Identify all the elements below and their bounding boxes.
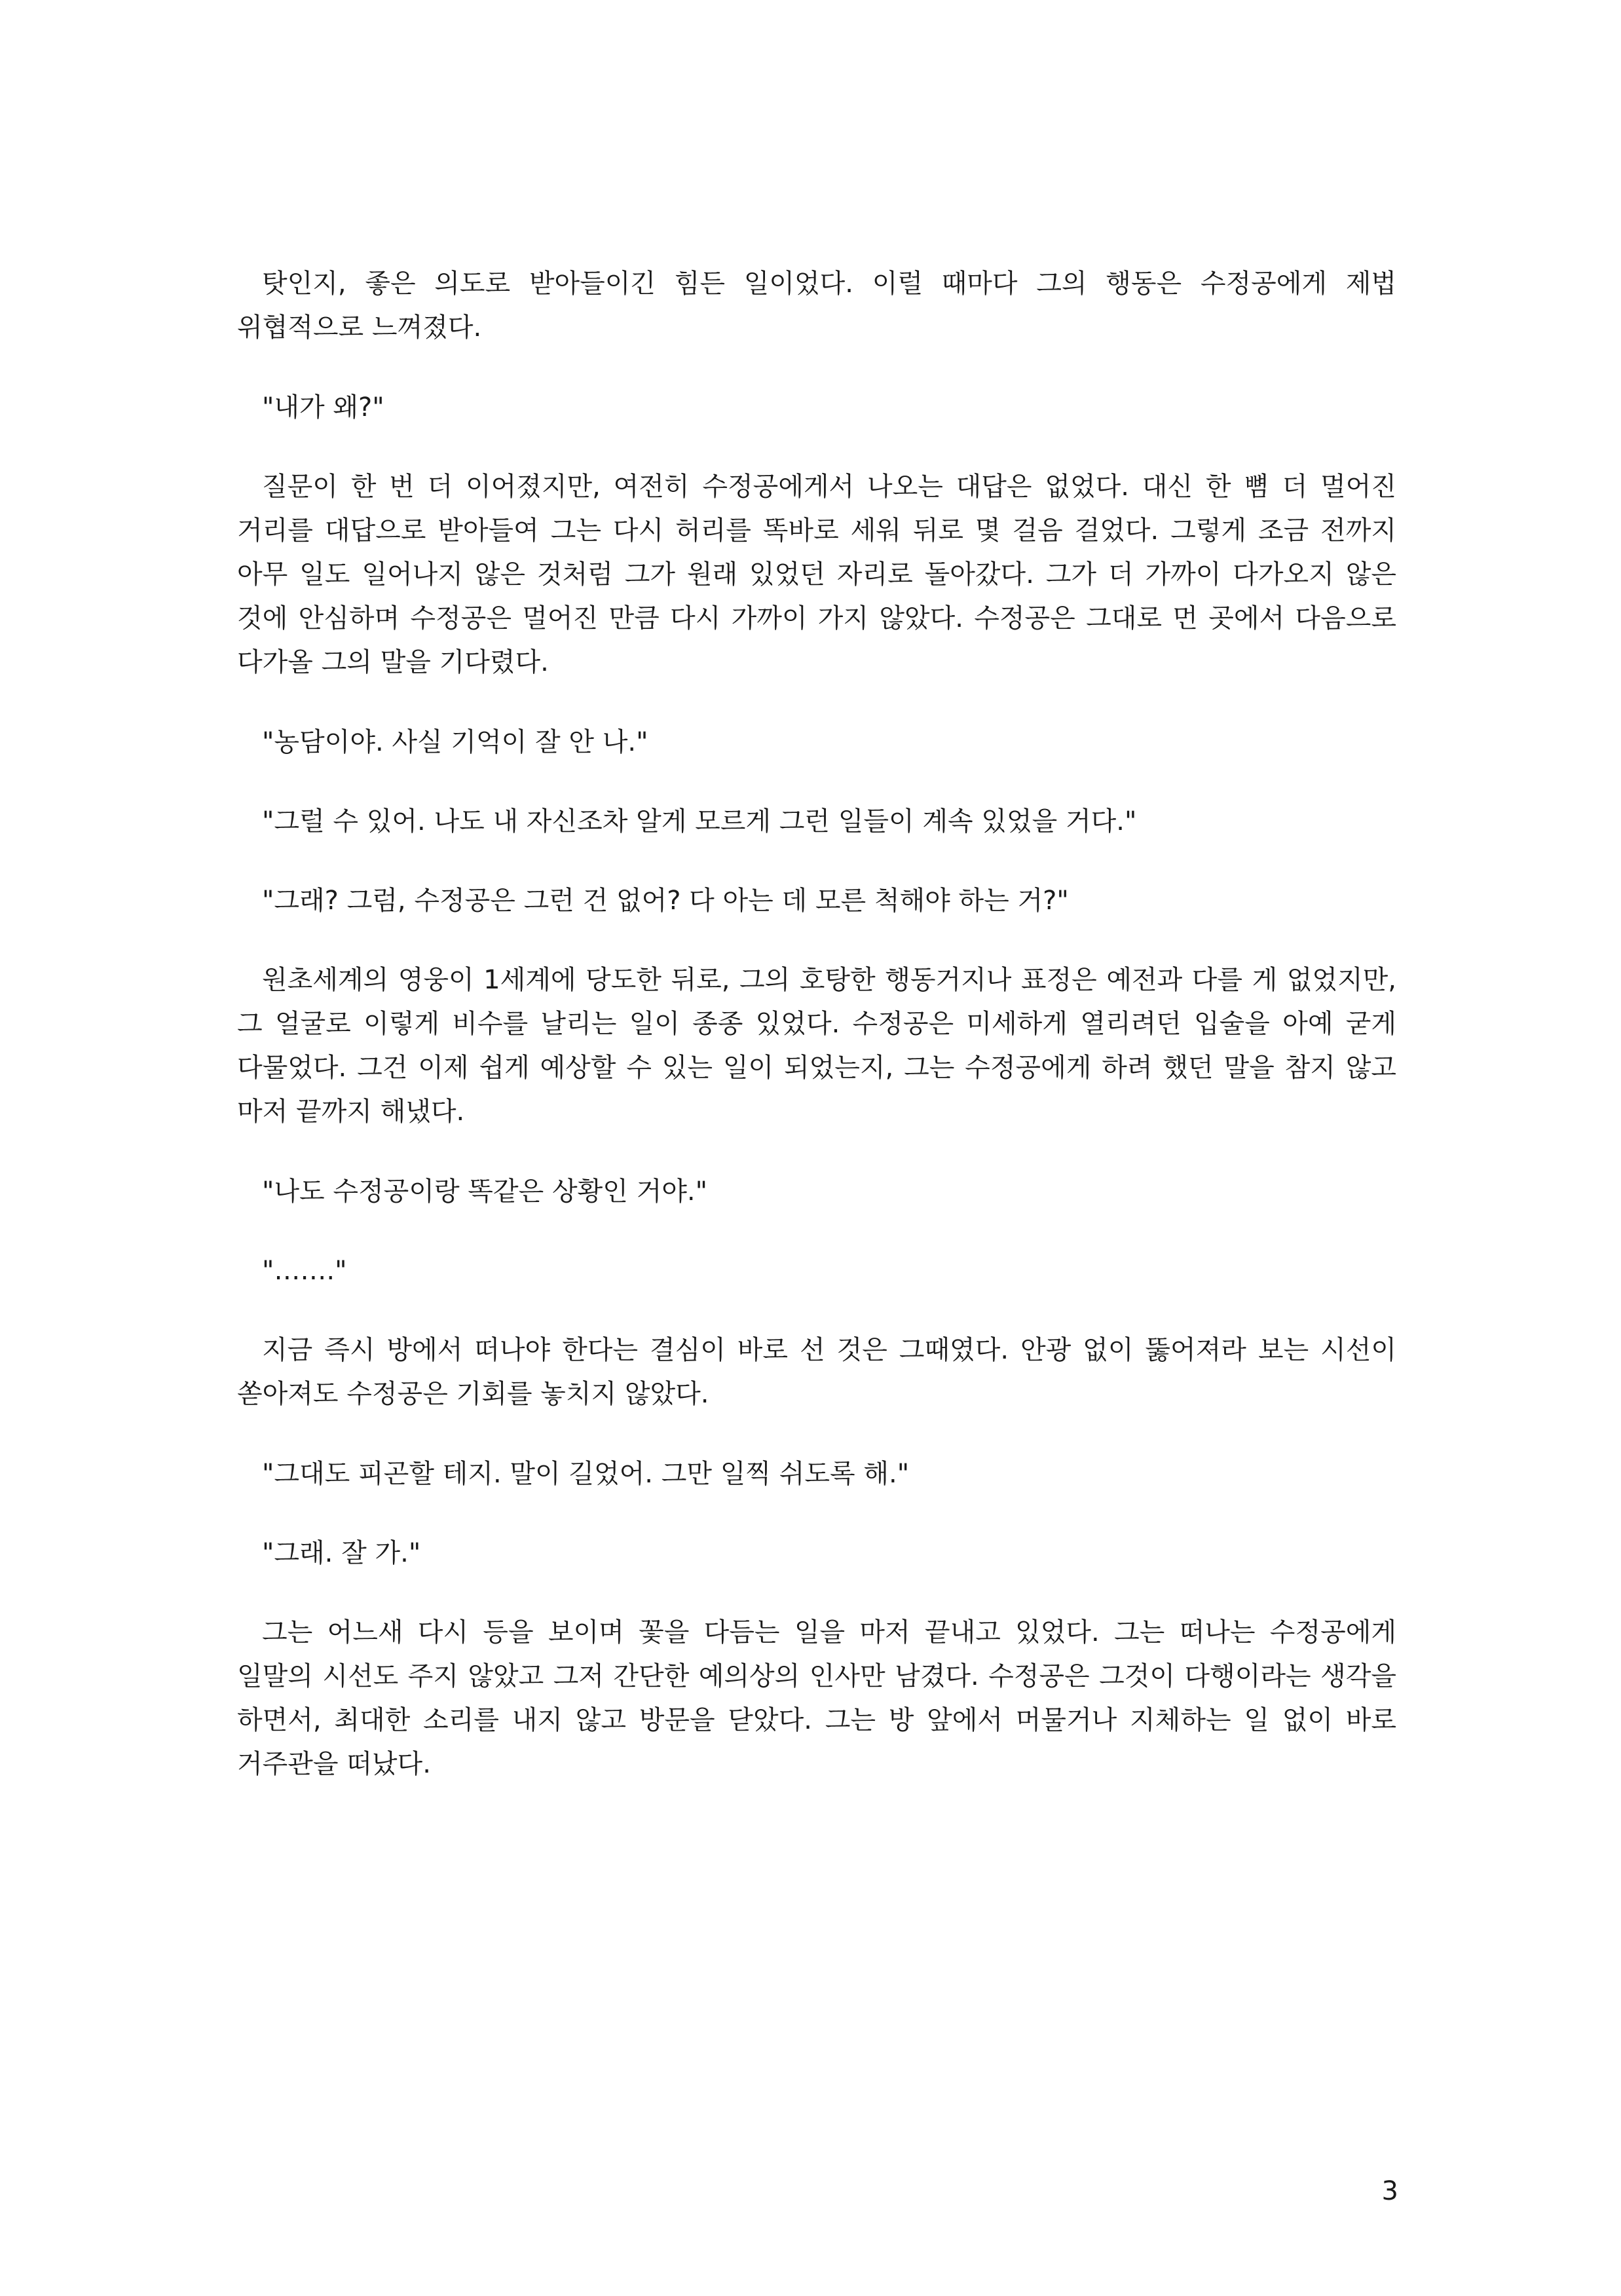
paragraph-4: 지금 즉시 방에서 떠나야 한다는 결심이 바로 선 것은 그때였다. 안광 없이 뚫어져라 보는 시선이 쏟아져도 수정공은 기회를 놓치지 않았다.: [237, 1335, 1396, 1409]
dialogue-line-4: "그래? 그럼, 수정공은 그런 건 없어? 다 아는 데 모른 척해야 하는 거?": [262, 886, 1069, 916]
dialogue-line-1: "내가 왜?": [262, 392, 384, 423]
page-number: 3: [1381, 2176, 1398, 2206]
dialogue-line-6: "…….": [262, 1256, 347, 1286]
paragraph-2: 질문이 한 번 더 이어졌지만, 여전히 수정공에게서 나오는 대답은 없었다. 대신 한 뼘 더 멀어진 거리를 대답으로 받아들여 그는 다시 허리를 똑바로 세워 뒤로 몇 걸음 걸었다. 그렇게 조금 전까지 아무 일도 일어나지 않은 것처럼 그가 원래 있었던 자리로 돌아갔다. 그가 더 가까이 다가오지 않은 것에 안심하며 수정공은 멀어진 만큼 다시 가까이 가지 않았다. 수정공은 그대로 먼 곳에서 다음으로 다가올 그의 말을 기다렸다.: [237, 472, 1396, 677]
paragraph-3: 원초세계의 영웅이 1세계에 당도한 뒤로, 그의 호탕한 행동거지나 표정은 예전과 다를 게 없었지만, 그 얼굴로 이렇게 비수를 날리는 일이 종종 있었다. 수정공은 미세하게 열리려던 입술을 아예 굳게 다물었다. 그건 이제 쉽게 예상할 수 있는 일이 되었는지, 그는 수정공에게 하려 했던 말을 참지 않고 마저 끝까지 해냈다.: [237, 965, 1396, 1127]
paragraph-5: 그는 어느새 다시 등을 보이며 꽃을 다듬는 일을 마저 끝내고 있었다. 그는 떠나는 수정공에게 일말의 시선도 주지 않았고 그저 간단한 예의상의 인사만 남겼다. 수정공은 그것이 다행이라는 생각을 하면서, 최대한 소리를 내지 않고 방문을 닫았다. 그는 방 앞에서 머물거나 지체하는 일 없이 바로 거주관을 떠났다.: [237, 1617, 1396, 1779]
dialogue-line-3: "그럴 수 있어. 나도 내 자신조차 알게 모르게 그런 일들이 계속 있었을 거다.": [262, 806, 1137, 837]
dialogue-line-5: "나도 수정공이랑 똑같은 상황인 거야.": [262, 1176, 707, 1207]
dialogue-line-8: "그래. 잘 가.": [262, 1538, 421, 1568]
paragraph-1: 탓인지, 좋은 의도로 받아들이긴 힘든 일이었다. 이럴 때마다 그의 행동은 수정공에게 제법 위협적으로 느껴졌다.: [237, 269, 1396, 343]
body-text: [237, 262, 1396, 1822]
dialogue-line-7: "그대도 피곤할 테지. 말이 길었어. 그만 일찍 쉬도록 해.": [262, 1459, 910, 1489]
dialogue-line-2: "농담이야. 사실 기억이 잘 안 나.": [262, 727, 648, 757]
